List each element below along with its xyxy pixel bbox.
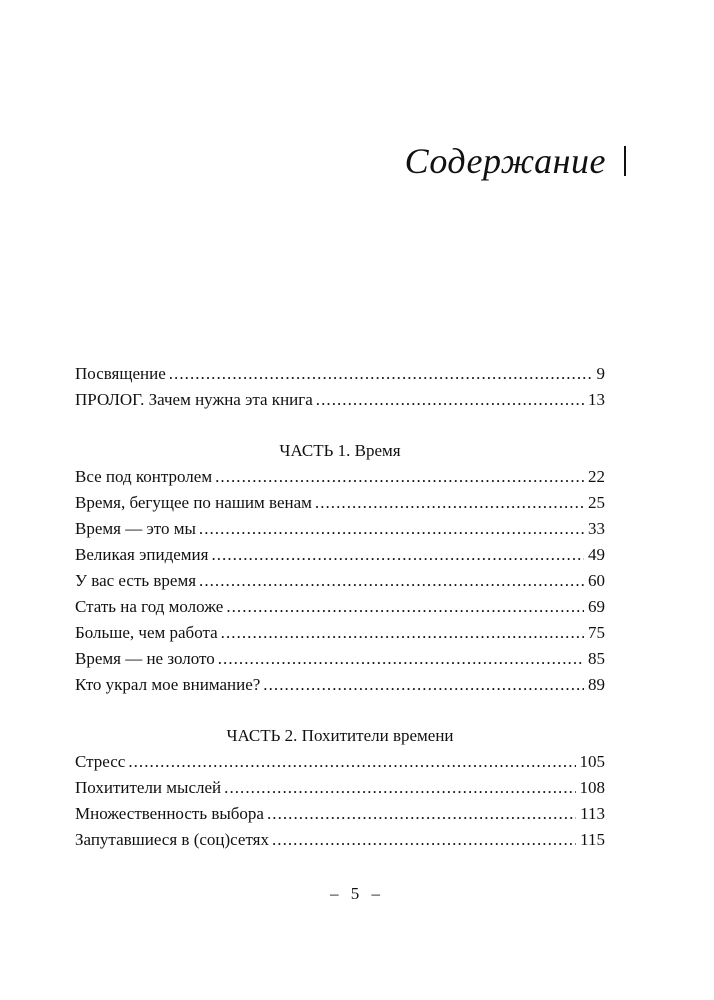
toc-entry [75, 594, 605, 620]
toc-entry-label: Запутавшиеся в (соц)сетях [75, 830, 269, 849]
dot-leader [221, 620, 584, 646]
toc-entry-label: Время, бегущее по нашим венам [75, 493, 312, 512]
dot-leader [199, 516, 584, 542]
toc-entry [75, 542, 605, 568]
toc-entry-page: 75 [588, 623, 605, 642]
toc-entry-label: Похитители мыслей [75, 778, 222, 797]
toc-entry [75, 490, 605, 516]
toc-entry-page: 9 [596, 364, 605, 383]
toc-entry-label: Посвящение [75, 364, 166, 383]
toc-entry-label: ПРОЛОГ. Зачем нужна эта книга [75, 390, 313, 409]
dot-leader [215, 464, 584, 490]
dot-leader [263, 672, 584, 698]
dot-leader [169, 361, 593, 387]
toc-entry [75, 516, 605, 542]
toc-entry-label: Множественность выбора [75, 804, 264, 823]
toc-entry-label: Великая эпидемия [75, 545, 209, 564]
toc-entry [75, 672, 605, 698]
toc-entry-label: Кто украл мое внимание? [75, 675, 261, 694]
toc-entry-label: Стать на год моложе [75, 597, 224, 616]
toc-entry-page: 89 [588, 675, 605, 694]
toc-entry-page: 33 [588, 519, 605, 538]
toc-entry-label: Больше, чем работа [75, 623, 218, 642]
toc-entry [75, 801, 605, 827]
toc-entry-label: У вас есть время [75, 571, 197, 590]
page-title: Содержание [404, 141, 606, 181]
section-spacer [75, 698, 605, 723]
toc-entry-page: 60 [588, 571, 605, 590]
toc-entry-label: Время — не золото [75, 649, 215, 668]
toc-entry-page: 115 [580, 830, 605, 849]
dot-leader [272, 827, 576, 853]
toc-entry [75, 646, 605, 672]
dot-leader [315, 490, 584, 516]
section-spacer [75, 413, 605, 438]
toc-entry-page: 108 [579, 778, 605, 797]
dot-leader [128, 749, 575, 775]
toc-entry-label: Стресс [75, 752, 126, 771]
toc-entry [75, 568, 605, 594]
toc-entry-page: 113 [580, 804, 605, 823]
dot-leader [211, 542, 584, 568]
toc-entry [75, 464, 605, 490]
dot-leader [224, 775, 575, 801]
toc-entry-label: Все под контролем [75, 467, 213, 486]
toc-entry-page: 25 [588, 493, 605, 512]
toc-entry-page: 13 [588, 390, 605, 409]
toc-entry-page: 22 [588, 467, 605, 486]
page-number: – 5 – [330, 884, 384, 903]
toc-entry-page: 105 [579, 752, 605, 771]
dot-leader [218, 646, 584, 672]
title-block [405, 140, 626, 182]
part-heading: ЧАСТЬ 1. Время [279, 441, 401, 460]
toc-entry [75, 749, 605, 775]
dot-leader [226, 594, 584, 620]
dot-leader [199, 568, 584, 594]
toc-entry-page: 69 [588, 597, 605, 616]
toc-entry [75, 387, 605, 413]
toc-entry [75, 775, 605, 801]
dot-leader [316, 387, 584, 413]
toc-entry [75, 361, 605, 387]
title-divider-bar [624, 146, 626, 176]
toc-entry-page: 49 [588, 545, 605, 564]
part-heading: ЧАСТЬ 2. Похитители времени [226, 726, 454, 745]
toc-entry [75, 827, 605, 853]
toc-entry-page: 85 [588, 649, 605, 668]
toc-entry-label: Время — это мы [75, 519, 196, 538]
table-of-contents [75, 361, 605, 853]
toc-entry [75, 620, 605, 646]
dot-leader [267, 801, 576, 827]
